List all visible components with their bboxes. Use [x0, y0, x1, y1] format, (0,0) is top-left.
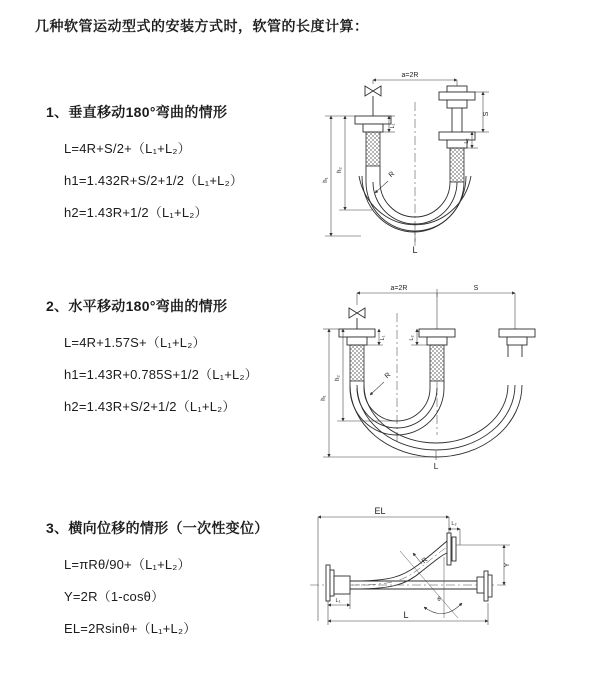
section-3-heading: 3、横向位移的情形（一次性变位）: [46, 520, 269, 536]
dim-a2r: [373, 72, 457, 86]
section-2-heading: 2、水平移动180°弯曲的情形: [46, 298, 228, 314]
dim-label-l: L: [403, 610, 409, 620]
dim-label-l2: L₂: [409, 335, 415, 341]
dim-label-h1: h₁: [321, 395, 327, 401]
radius-leader: [375, 171, 396, 193]
dim-s: [475, 92, 490, 132]
valve-icon: [365, 86, 381, 116]
formula: L=4R+1.57S+（L₁+L₂）: [64, 335, 206, 350]
dim-h1-h2: [321, 329, 437, 457]
section-3-formulas: [46, 549, 316, 645]
dim-label-r: R: [383, 371, 393, 381]
dim-label-h2: h₂: [337, 167, 343, 173]
braid-section: [350, 345, 364, 381]
section-1-heading: 1、垂直移动180°弯曲的情形: [46, 104, 228, 120]
s-curve-hose: [352, 541, 447, 589]
diagram-vertical-180: [315, 70, 585, 257]
radius-leader: [370, 372, 392, 395]
dim-label-a2r: a=2R: [390, 285, 408, 292]
dim-label-l: L: [433, 462, 439, 471]
dim-label-l1: L₁: [380, 335, 386, 341]
section-vertical-180: [46, 102, 316, 229]
dim-label-r: R: [420, 556, 430, 566]
dim-label-r: R: [387, 170, 397, 180]
right-hose-leg: [439, 86, 475, 182]
formula: h1=1.432R+S/2+1/2（L₁+L₂）: [64, 173, 244, 188]
diagram-lateral-displacement: [298, 503, 598, 658]
dim-label-l: L: [412, 245, 418, 255]
dim-label-l2: L₂: [451, 521, 457, 527]
right-hose-leg: [499, 329, 535, 357]
formula: L=πRθ/90+（L₁+L₂）: [64, 557, 191, 572]
top-flange: [447, 533, 456, 565]
formula: h1=1.43R+0.785S+1/2（L₁+L₂）: [64, 367, 258, 382]
left-flange: [326, 565, 350, 601]
dim-label-s: S: [473, 285, 479, 292]
dim-label-a2r: a=2R: [401, 72, 419, 79]
dim-label-h2: h₂: [335, 375, 341, 381]
dim-label-y: Y: [504, 562, 511, 568]
section-horizontal-180: [46, 296, 316, 423]
formula: h2=1.43R+1/2（L₁+L₂）: [64, 205, 208, 220]
dim-l: [434, 451, 439, 471]
dim-a2r-s: [357, 285, 515, 329]
section-2-formulas: [46, 327, 316, 423]
diagram-horizontal-180: [313, 283, 583, 473]
dim-l: [328, 601, 488, 625]
dim-label-theta: θ: [437, 597, 441, 603]
section-lateral-displacement: [46, 518, 316, 645]
dim-h1-h2: [323, 116, 373, 236]
braid-section: [366, 132, 380, 166]
dim-label-el: EL: [374, 506, 386, 516]
formula: h2=1.43R+S/2+1/2（L₁+L₂）: [64, 399, 236, 414]
left-hose-leg: [355, 116, 391, 182]
dim-label-l2: L₂: [464, 138, 470, 144]
dim-label-l1: L₁: [390, 123, 396, 129]
page-title: 几种软管运动型式的安装方式时，软管的长度计算：: [35, 18, 369, 34]
middle-hose-leg: [419, 329, 455, 388]
left-hose-leg: [339, 329, 375, 388]
braid-section: [430, 345, 444, 381]
valve-icon: [349, 308, 365, 329]
dim-label-l1: L₁: [335, 598, 341, 604]
formula: EL=2Rsinθ+（L₁+L₂）: [64, 621, 197, 636]
braid-section: [450, 148, 464, 182]
section-1-formulas: [46, 133, 316, 229]
dim-label-s: S: [483, 111, 490, 117]
dim-label-h1: h₁: [323, 177, 329, 183]
formula: L=4R+S/2+（L₁+L₂）: [64, 141, 191, 156]
radius-leader: [413, 553, 429, 565]
formula: Y=2R（1-cosθ）: [64, 589, 165, 604]
